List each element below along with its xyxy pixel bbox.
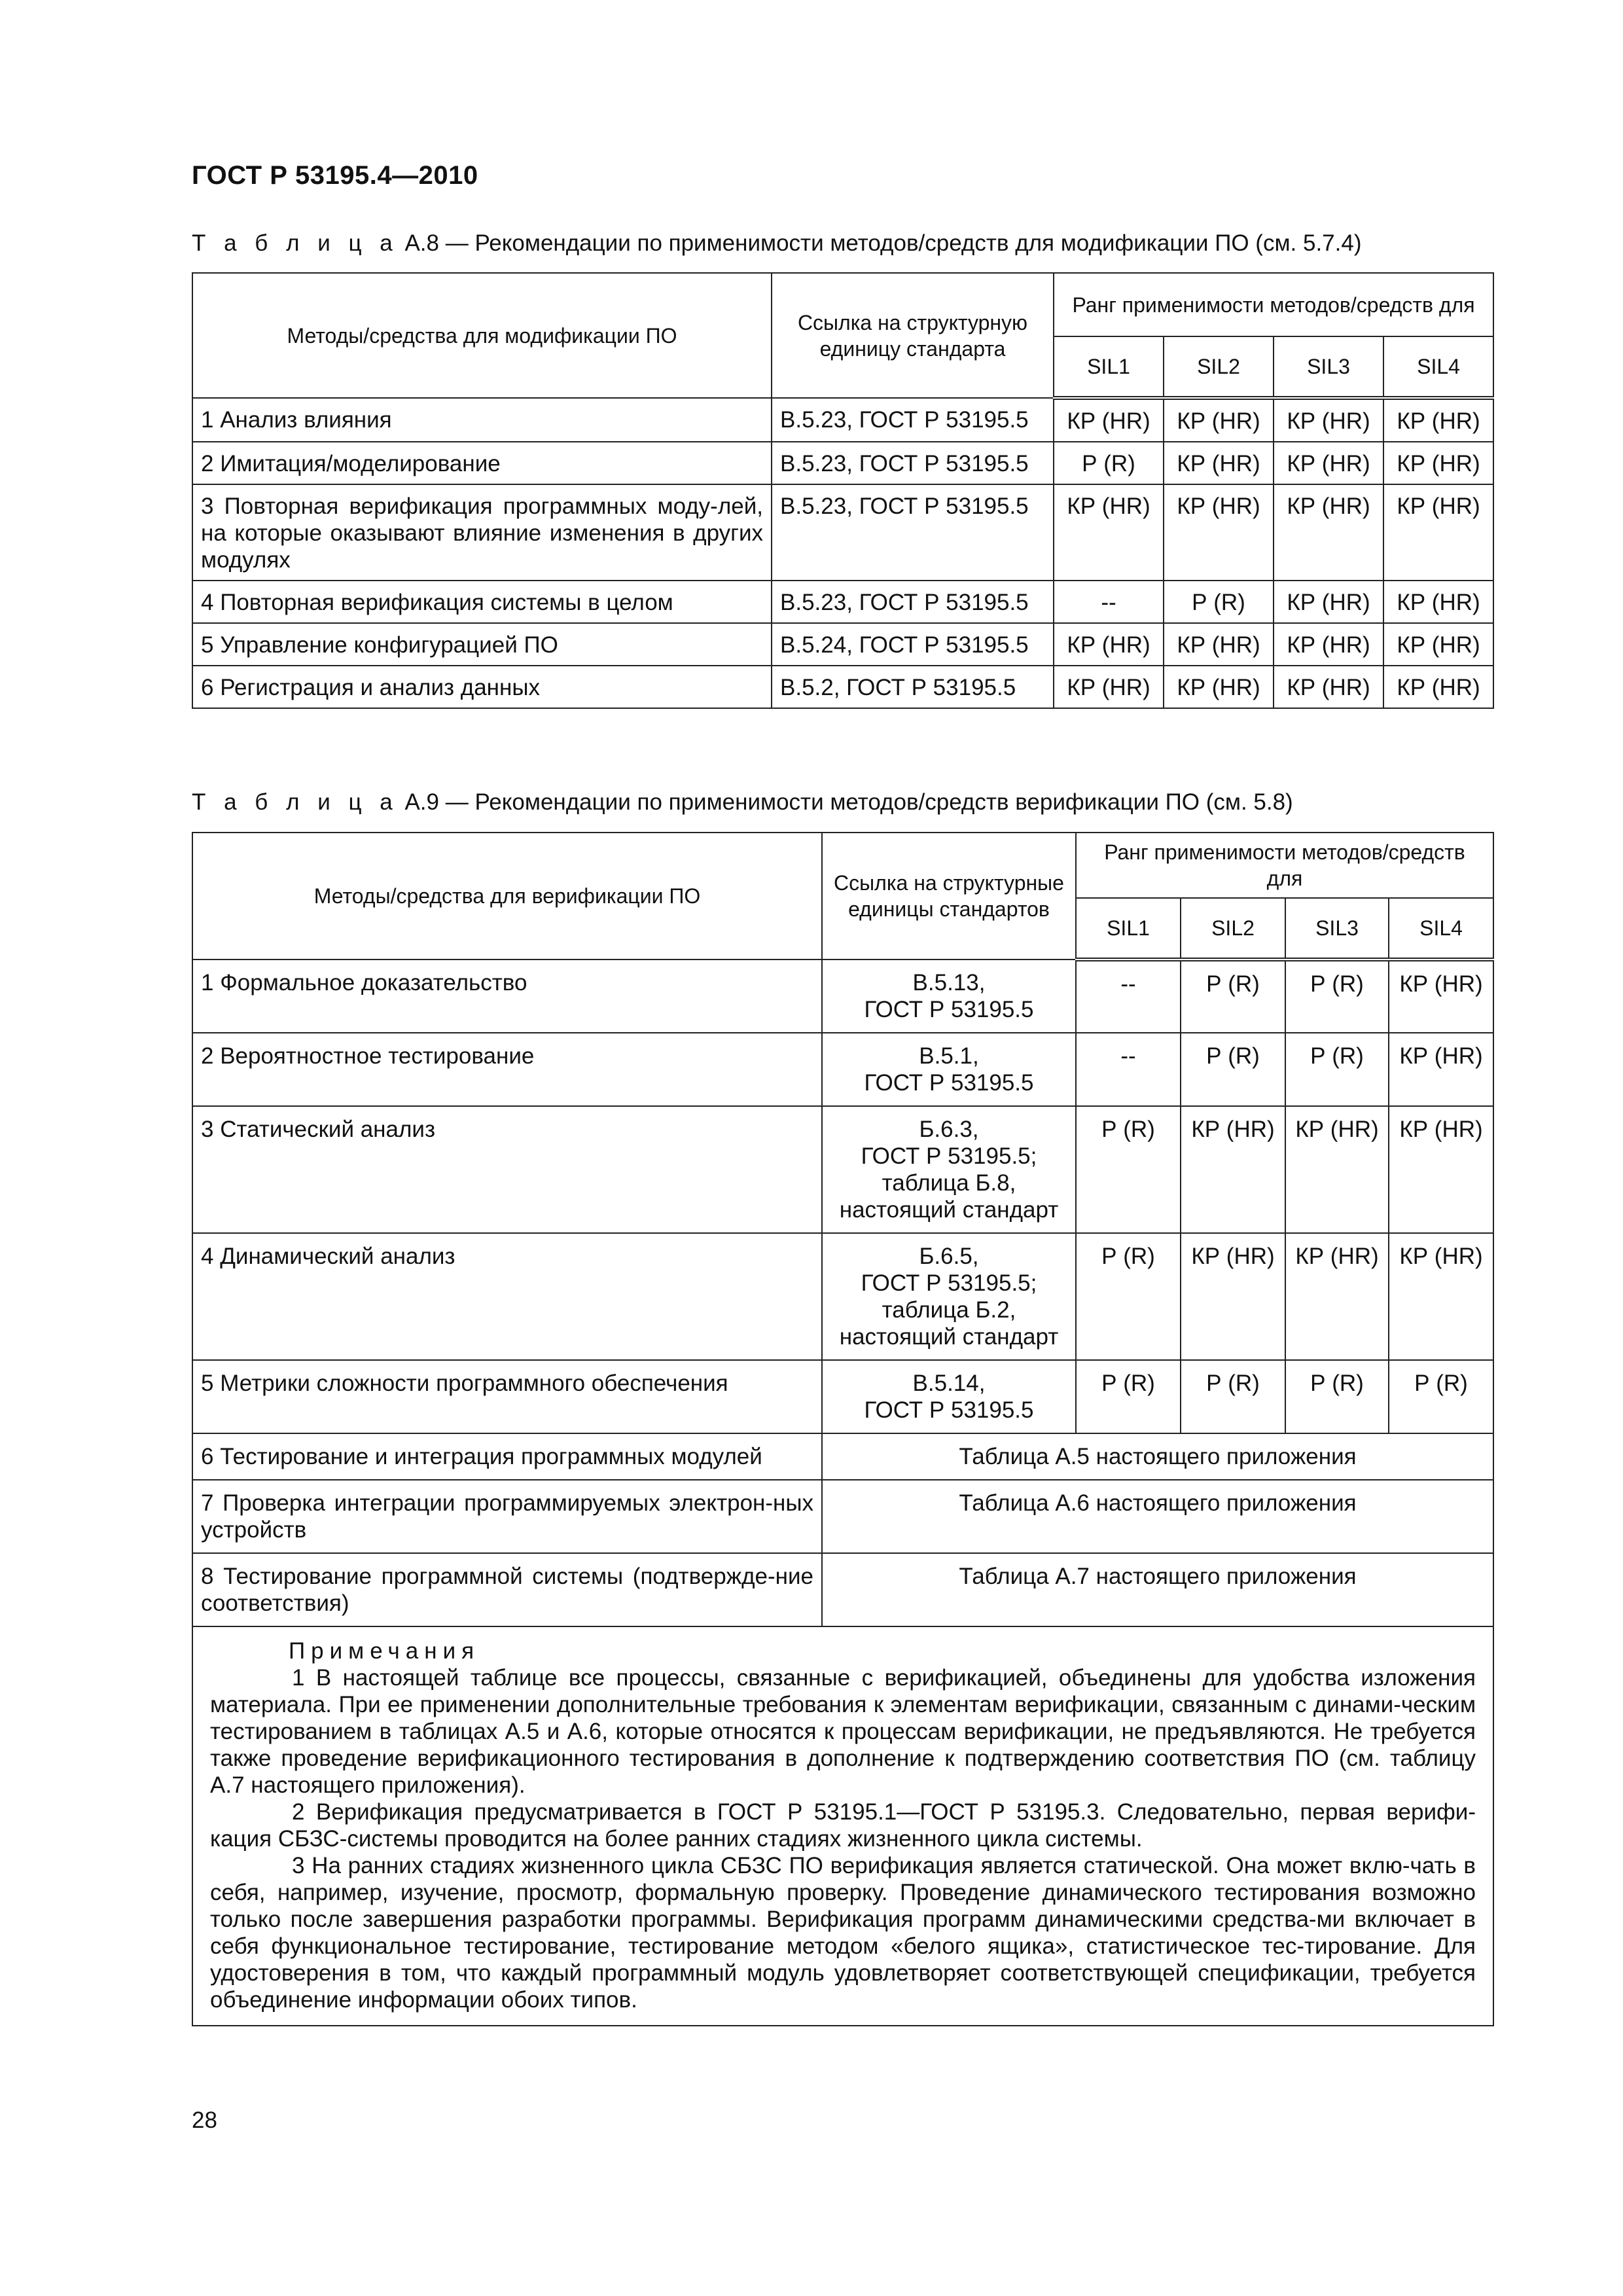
table-a9-header-method: Методы/средства для верификации ПО	[192, 833, 822, 960]
table-a8-header-method: Методы/средства для модификации ПО	[192, 273, 772, 398]
method-cell: 2 Вероятностное тестирование	[192, 1033, 822, 1106]
sil3-cell: КР (HR)	[1274, 398, 1383, 442]
table-a9-header-sil4: SIL4	[1389, 898, 1493, 960]
sil2-cell: Р (R)	[1181, 1033, 1285, 1106]
notes-row	[192, 1626, 1493, 2026]
sil2-cell: КР (HR)	[1164, 666, 1274, 708]
method-cell: 8 Тестирование программной системы (подтвержде-ние соответствия)	[192, 1553, 822, 1626]
table-row	[192, 398, 1493, 442]
note-item: 1 В настоящей таблице все процессы, связанные с верификацией, объединены для удобства изложения материала. При ее применении дополнительные требования к элементам верификации, связанным с динами-ческим тестированием в таблицах А.5 и А.6, которые относятся к процессам верификации, не предъявляются. Не требуется также проведение верификационного тестирования в дополнение к подтверждению соответствия ПО (см. таблицу А.7 настоящего приложения).	[210, 1665, 1476, 1798]
sil4-cell: КР (HR)	[1389, 1106, 1493, 1233]
table-row	[192, 1033, 1493, 1106]
sil2-cell: КР (HR)	[1164, 484, 1274, 581]
reference-cell: В.5.23, ГОСТ Р 53195.5	[772, 442, 1054, 484]
table-a9-caption-prefix: Т а б л и ц а	[192, 789, 399, 815]
sil2-cell: Р (R)	[1181, 1360, 1285, 1433]
sil1-cell: Р (R)	[1054, 442, 1164, 484]
sil2-cell: КР (HR)	[1181, 1106, 1285, 1233]
sil4-cell: Р (R)	[1389, 1360, 1493, 1433]
sil4-cell: КР (HR)	[1383, 581, 1493, 623]
table-a9-caption	[192, 789, 1293, 816]
sil4-cell: КР (HR)	[1389, 1033, 1493, 1106]
table-a9	[192, 832, 1494, 2026]
reference-line: Б.6.5,	[919, 1244, 979, 1269]
reference-line: таблица Б.8,	[882, 1170, 1016, 1196]
sil1-cell: Р (R)	[1076, 1233, 1181, 1360]
page-header: ГОСТ Р 53195.4—2010	[192, 161, 478, 190]
table-row	[192, 484, 1493, 581]
table-a9-header-sil2: SIL2	[1181, 898, 1285, 960]
method-cell: 1 Формальное доказательство	[192, 960, 822, 1033]
method-cell: 7 Проверка интеграции программируемых электрон-ных устройств	[192, 1480, 822, 1553]
sil3-cell: КР (HR)	[1274, 666, 1383, 708]
reference-line: настоящий стандарт	[839, 1197, 1059, 1223]
table-row	[192, 581, 1493, 623]
sil1-cell: Р (R)	[1076, 1106, 1181, 1233]
table-a9-header-rank: Ранг применимости методов/средств для	[1076, 833, 1493, 898]
table-row	[192, 666, 1493, 708]
reference-line: Б.6.3,	[919, 1117, 979, 1142]
notes-cell	[192, 1626, 1493, 2026]
reference-cell	[822, 1233, 1076, 1360]
table-row	[192, 623, 1493, 666]
method-cell: 3 Статический анализ	[192, 1106, 822, 1233]
table-row	[192, 1106, 1493, 1233]
method-cell: 2 Имитация/моделирование	[192, 442, 772, 484]
reference-cell: В.5.23, ГОСТ Р 53195.5	[772, 581, 1054, 623]
reference-cell	[822, 960, 1076, 1033]
sil3-cell: КР (HR)	[1274, 623, 1383, 666]
sil2-cell: КР (HR)	[1164, 623, 1274, 666]
reference-cell	[822, 1106, 1076, 1233]
reference-cell: В.5.23, ГОСТ Р 53195.5	[772, 398, 1054, 442]
reference-line: В.5.14,	[912, 1371, 986, 1396]
sil4-cell: КР (HR)	[1383, 442, 1493, 484]
reference-cell: Таблица А.6 настоящего приложения	[822, 1480, 1493, 1553]
reference-line: В.5.1,	[919, 1043, 979, 1069]
table-row	[192, 1360, 1493, 1433]
sil3-cell: Р (R)	[1285, 1033, 1389, 1106]
reference-line: В.5.13,	[912, 970, 986, 996]
table-a8-header-sil4: SIL4	[1383, 336, 1493, 398]
sil2-cell: КР (HR)	[1164, 398, 1274, 442]
table-row	[192, 1433, 1493, 1480]
method-cell: 6 Регистрация и анализ данных	[192, 666, 772, 708]
table-a9-caption-text: А.9 — Рекомендации по применимости методов/средств верификации ПО (см. 5.8)	[398, 789, 1293, 815]
sil1-cell: КР (HR)	[1054, 484, 1164, 581]
sil4-cell: КР (HR)	[1383, 623, 1493, 666]
reference-line: ГОСТ Р 53195.5;	[861, 1270, 1037, 1296]
method-cell: 4 Повторная верификация системы в целом	[192, 581, 772, 623]
sil3-cell: Р (R)	[1285, 960, 1389, 1033]
table-a9-header-sil3: SIL3	[1285, 898, 1389, 960]
reference-cell: Таблица А.5 настоящего приложения	[822, 1433, 1493, 1480]
sil3-cell: КР (HR)	[1285, 1106, 1389, 1233]
sil4-cell: КР (HR)	[1389, 960, 1493, 1033]
method-cell: 4 Динамический анализ	[192, 1233, 822, 1360]
table-a8-caption	[192, 230, 1361, 257]
table-a8-header-sil2: SIL2	[1164, 336, 1274, 398]
method-cell: 3 Повторная верификация программных моду-лей, на которые оказывают влияние изменения в других модулях	[192, 484, 772, 581]
table-a8-header-sil3: SIL3	[1274, 336, 1383, 398]
note-item: 2 Верификация предусматривается в ГОСТ Р 53195.1—ГОСТ Р 53195.3. Следовательно, первая верифи-кация СБЗС-системы проводится на более ранних стадиях жизненного цикла системы.	[210, 1799, 1476, 1852]
sil4-cell: КР (HR)	[1383, 666, 1493, 708]
table-row	[192, 1553, 1493, 1626]
notes-title: Примечания	[289, 1638, 480, 1664]
sil1-cell: КР (HR)	[1054, 398, 1164, 442]
reference-cell	[822, 1360, 1076, 1433]
sil4-cell: КР (HR)	[1383, 398, 1493, 442]
table-row	[192, 1480, 1493, 1553]
reference-line: ГОСТ Р 53195.5	[864, 1397, 1034, 1423]
table-a8-header-rank: Ранг применимости методов/средств для	[1054, 273, 1493, 336]
table-a8	[192, 272, 1494, 709]
table-row	[192, 960, 1493, 1033]
sil2-cell: КР (HR)	[1164, 442, 1274, 484]
sil1-cell: --	[1076, 960, 1181, 1033]
method-cell: 5 Метрики сложности программного обеспечения	[192, 1360, 822, 1433]
table-a9-header-ref: Ссылка на структурные единицы стандартов	[822, 833, 1076, 960]
sil3-cell: КР (HR)	[1285, 1233, 1389, 1360]
reference-cell: Таблица А.7 настоящего приложения	[822, 1553, 1493, 1626]
reference-line: ГОСТ Р 53195.5	[864, 997, 1034, 1022]
method-cell: 1 Анализ влияния	[192, 398, 772, 442]
sil1-cell: Р (R)	[1076, 1360, 1181, 1433]
sil3-cell: КР (HR)	[1274, 442, 1383, 484]
reference-cell: В.5.24, ГОСТ Р 53195.5	[772, 623, 1054, 666]
sil4-cell: КР (HR)	[1383, 484, 1493, 581]
sil3-cell: КР (HR)	[1274, 484, 1383, 581]
method-cell: 5 Управление конфигурацией ПО	[192, 623, 772, 666]
table-a9-header-sil1: SIL1	[1076, 898, 1181, 960]
sil3-cell: КР (HR)	[1274, 581, 1383, 623]
reference-line: ГОСТ Р 53195.5;	[861, 1143, 1037, 1169]
table-row	[192, 1233, 1493, 1360]
table-row	[192, 442, 1493, 484]
reference-cell: В.5.2, ГОСТ Р 53195.5	[772, 666, 1054, 708]
sil3-cell: Р (R)	[1285, 1360, 1389, 1433]
table-a8-caption-text: А.8 — Рекомендации по применимости методов/средств для модификации ПО (см. 5.7.4)	[398, 230, 1362, 256]
table-a8-header-ref: Ссылка на структурную единицу стандарта	[772, 273, 1054, 398]
reference-line: таблица Б.2,	[882, 1297, 1016, 1323]
note-item: 3 На ранних стадиях жизненного цикла СБЗС ПО верификация является статической. Она может вклю-чать в себя, например, изучение, просмотр, формальную проверку. Проведение динамического тестирования возможно только после завершения разработки программы. Верификация программ динамическими средства-ми включает в себя функциональное тестирование, тестирование методом «белого ящика», статистическое тес-тирование. Для удостоверения в том, что каждый программный модуль удовлетворяет соответствующей спецификации, требуется объединение информации обоих типов.	[210, 1853, 1476, 2013]
reference-cell	[822, 1033, 1076, 1106]
table-a8-header-sil1: SIL1	[1054, 336, 1164, 398]
sil4-cell: КР (HR)	[1389, 1233, 1493, 1360]
table-a8-caption-prefix: Т а б л и ц а	[192, 230, 399, 256]
method-cell: 6 Тестирование и интеграция программных модулей	[192, 1433, 822, 1480]
sil1-cell: КР (HR)	[1054, 666, 1164, 708]
sil2-cell: Р (R)	[1181, 960, 1285, 1033]
page-number: 28	[192, 2108, 217, 2133]
sil2-cell: КР (HR)	[1181, 1233, 1285, 1360]
sil1-cell: --	[1054, 581, 1164, 623]
reference-line: ГОСТ Р 53195.5	[864, 1070, 1034, 1096]
sil2-cell: Р (R)	[1164, 581, 1274, 623]
reference-line: настоящий стандарт	[839, 1324, 1059, 1350]
sil1-cell: КР (HR)	[1054, 623, 1164, 666]
reference-cell: В.5.23, ГОСТ Р 53195.5	[772, 484, 1054, 581]
sil1-cell: --	[1076, 1033, 1181, 1106]
